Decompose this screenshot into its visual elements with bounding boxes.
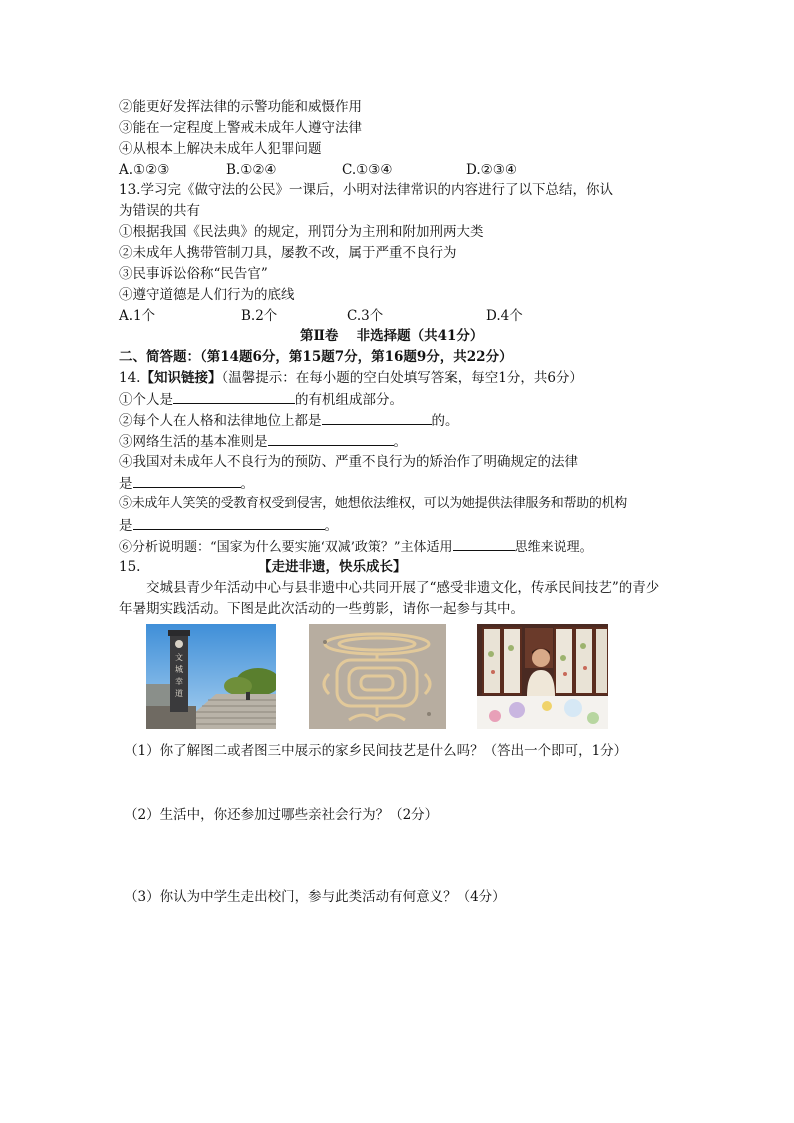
- q15-number: 15.: [119, 559, 141, 575]
- q15-intro-line-1: 交城县青少年活动中心与县非遗中心共同开展了“感受非遗文化，传承民间技艺”的青少: [146, 580, 660, 596]
- q13-option-b: B.2个: [241, 308, 278, 324]
- svg-text:幸: 幸: [175, 677, 183, 686]
- q14-item-6-text-b: 思维来说理。: [514, 540, 593, 555]
- q13-item-4: ④遵守道德是人们行为的底线: [119, 287, 295, 303]
- q14-item-2-text-a: ②每个人在人格和法律地位上都是: [119, 413, 322, 429]
- q13-option-d: D.4个: [486, 308, 523, 324]
- q14-hint: （温馨提示：在每小题的空白处填写答案，每空1分，共6分）: [221, 370, 583, 386]
- q14-item-4-text-b: 是: [119, 476, 133, 492]
- q14-item-3-text-a: ③网络生活的基本准则是: [119, 434, 268, 450]
- photo-2-folk-art-pattern: [309, 624, 446, 729]
- q14-item-6-text-a: ⑥分析说明题：“国家为什么要实施‘双减’政策？”主体适用: [119, 540, 453, 555]
- q14-blank-3[interactable]: [268, 431, 394, 446]
- q13-option-a: A.1个: [119, 308, 156, 324]
- q12-option-a: A.①②③: [119, 162, 170, 178]
- q14-item-5-text-c: 。: [324, 518, 338, 534]
- q14-item-4-text-c: 。: [240, 476, 254, 492]
- q14-item-2: [119, 410, 459, 431]
- q14-blank-2[interactable]: [322, 410, 432, 425]
- q14-heading: [119, 368, 583, 388]
- q14-item-1-text-a: ①个人是: [119, 392, 173, 408]
- q12-item-3: ③能在一定程度上警戒未成年人遵守法律: [119, 120, 362, 136]
- q13-stem-line-2: 为错误的共有: [119, 203, 200, 219]
- q14-item-5-line-1: ⑤未成年人笑笑的受教育权受到侵害，她想依法维权，可以为她提供法律服务和帮助的机构: [119, 496, 628, 511]
- q14-blank-4[interactable]: [133, 473, 241, 488]
- q13-item-2: ②未成年人携带管制刀具，屡教不改，属于严重不良行为: [119, 245, 457, 261]
- q13-option-c: C.3个: [347, 308, 384, 324]
- q14-title: 【知识链接】: [140, 370, 222, 386]
- q13-stem-line-1: 13.学习完《做守法的公民》一课后，小明对法律常识的内容进行了以下总结，你认: [119, 182, 613, 198]
- q13-item-1: ①根据我国《民法典》的规定，刑罚分为主刑和附加刑两大类: [119, 224, 484, 240]
- q14-item-4-line-2: [119, 473, 254, 494]
- q12-item-2: ②能更好发挥法律的示警功能和威慑作用: [119, 99, 362, 115]
- q12-option-c: C.①③④: [342, 162, 393, 178]
- q14-item-1-text-b: 的有机组成部分。: [295, 392, 403, 408]
- q14-item-1: [119, 389, 403, 410]
- q14-blank-6[interactable]: [453, 536, 515, 551]
- q14-item-4-line-1: ④我国对未成年人不良行为的预防、严重不良行为的矫治作了明确规定的法律: [119, 454, 578, 470]
- q12-option-b: B.①②④: [226, 162, 277, 178]
- q12-option-d: D.②③④: [466, 162, 517, 178]
- q14-item-6: [119, 536, 593, 558]
- q14-item-3: [119, 431, 407, 452]
- photo-3-paper-craft-demo: [477, 624, 608, 729]
- photo-1-street-sign: [146, 624, 276, 729]
- q14-blank-1[interactable]: [173, 389, 295, 404]
- q15-title: 【走进非遗，快乐成长】: [258, 559, 407, 575]
- q15-sub-1: （1）你了解图二或者图三中展示的家乡民间技艺是什么吗？（答出一个即可，1分）: [124, 743, 628, 759]
- q14-item-5-line-2: [119, 515, 338, 536]
- svg-text:城: 城: [175, 665, 183, 674]
- q13-item-3: ③民事诉讼俗称“民告官”: [119, 266, 268, 282]
- q15-sub-3: （3）你认为中学生走出校门，参与此类活动有何意义？（4分）: [124, 889, 506, 905]
- q14-blank-5[interactable]: [133, 515, 325, 530]
- q14-item-3-text-b: 。: [393, 434, 407, 450]
- q15-sub-2: （2）生活中，你还参加过哪些亲社会行为？（2分）: [124, 807, 439, 823]
- q14-number: 14.: [119, 370, 141, 386]
- part-2-title: 第Ⅱ卷 非选择题（共41分）: [300, 328, 484, 344]
- q15-intro-line-2: 年暑期实践活动。下图是此次活动的一些剪影，请你一起参与其中。: [119, 601, 524, 617]
- section-2-heading: 二、简答题：（第14题6分，第15题7分，第16题9分，共22分）: [119, 349, 513, 365]
- q14-item-2-text-b: 的。: [431, 413, 459, 429]
- svg-text:文: 文: [175, 653, 183, 662]
- svg-text:道: 道: [175, 689, 183, 698]
- q12-item-4: ④从根本上解决未成年人犯罪问题: [119, 141, 322, 157]
- q14-item-5-text-b: 是: [119, 518, 133, 534]
